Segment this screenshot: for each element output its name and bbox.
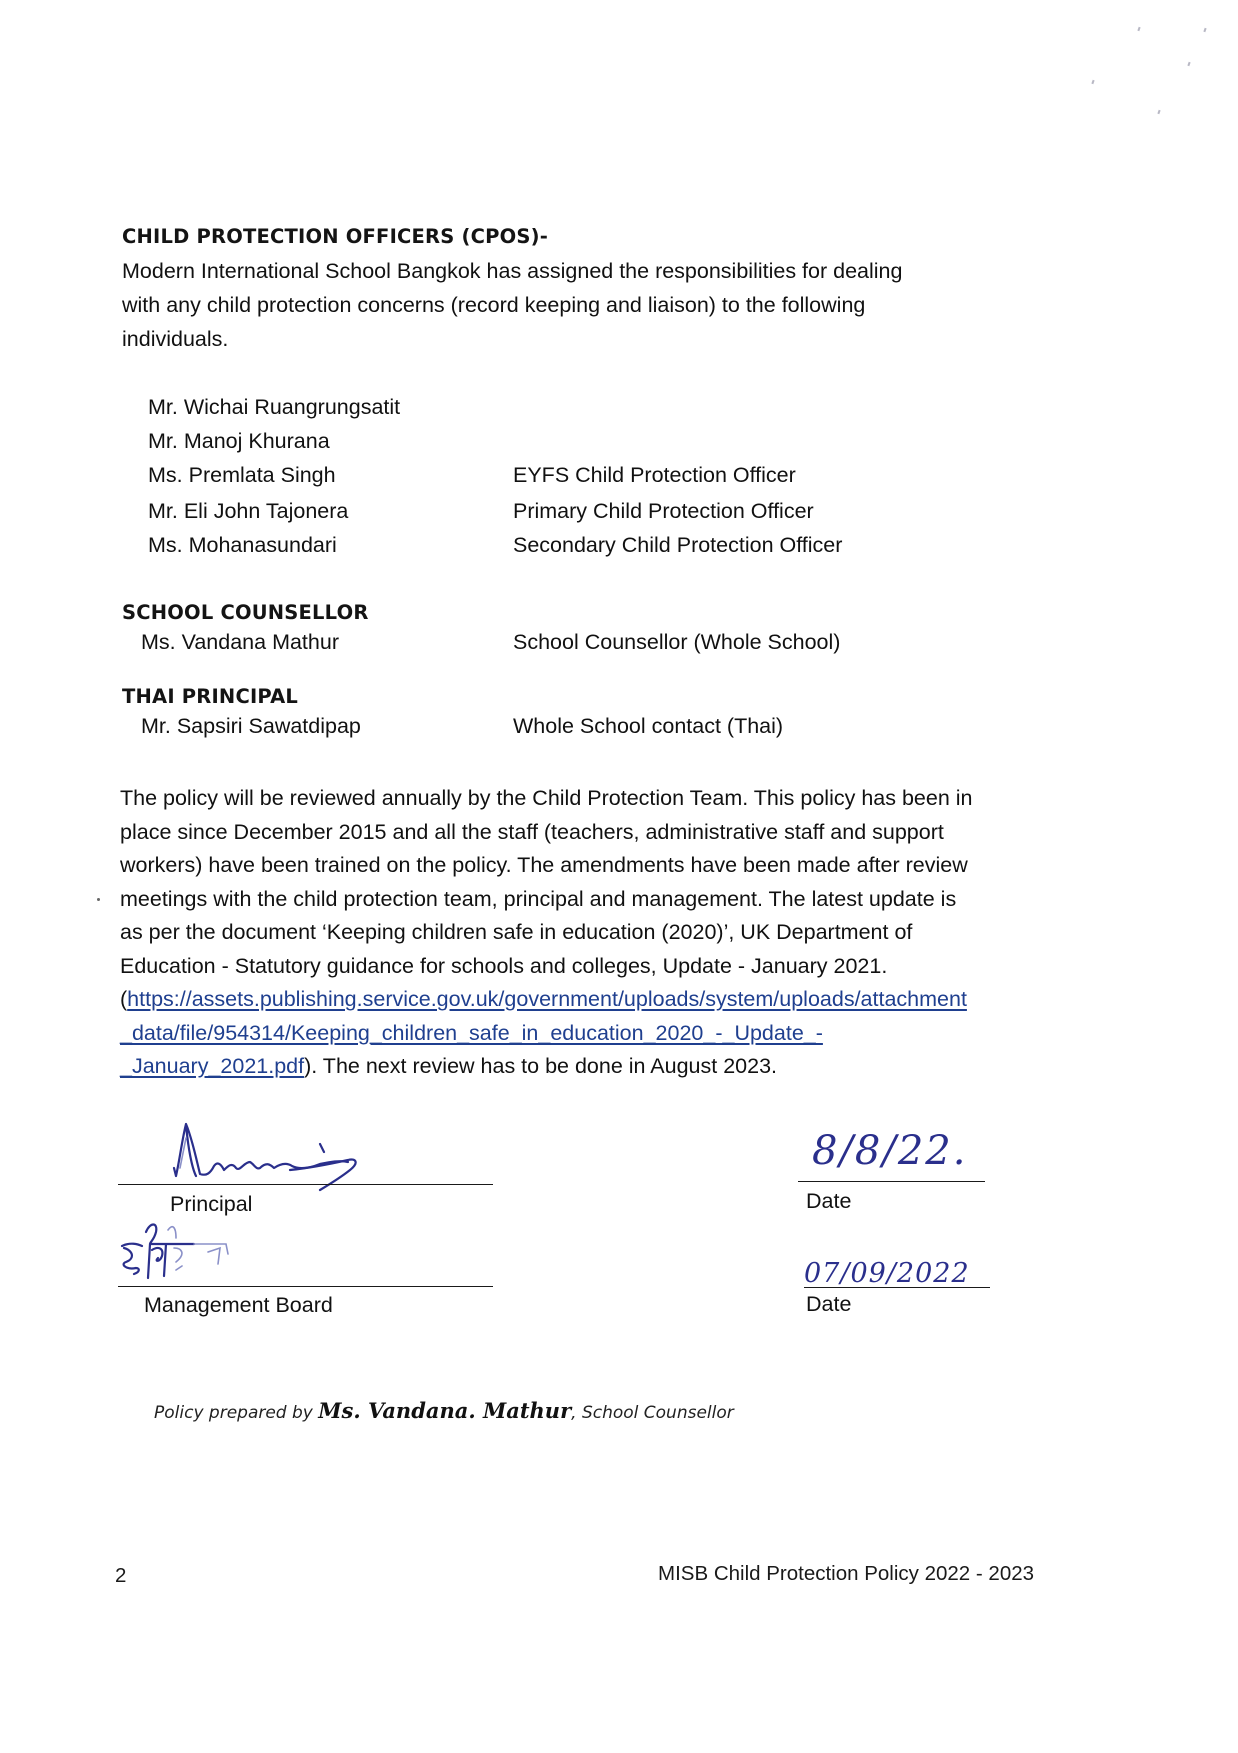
next-review-text: ). The next review has to be done in August 2023.: [304, 1054, 778, 1078]
officer-name: Mr. Wichai Ruangrungsatit: [148, 395, 401, 419]
page-number: 2: [115, 1564, 127, 1587]
review-line: Education - Statutory guidance for schools and colleges, Update - January 2021.: [120, 954, 888, 978]
officer-role: Primary Child Protection Officer: [513, 499, 814, 523]
officer-name: Mr. Eli John Tajonera: [148, 499, 349, 523]
credit-author-name: Ms. Vandana. Mathur: [318, 1398, 572, 1423]
guidance-link-part-3[interactable]: _January_2021.pdf: [120, 1054, 305, 1078]
link-open-paren: (: [120, 987, 128, 1011]
principal-signature-line: [118, 1184, 493, 1185]
policy-credit: [154, 1398, 734, 1423]
review-line: place since December 2015 and all the staff (teachers, administrative staff and support: [120, 820, 944, 844]
margin-dot: [97, 898, 100, 901]
officer-role: Secondary Child Protection Officer: [513, 533, 843, 557]
cpo-intro-line: individuals.: [122, 327, 229, 351]
principal-signature-icon: [170, 1118, 430, 1198]
review-link-line-2: [120, 1017, 823, 1051]
cpo-intro-line: Modern International School Bangkok has assigned the responsibilities for dealing: [122, 259, 903, 283]
credit-prefix: Policy prepared by: [154, 1403, 319, 1423]
credit-suffix: , School Counsellor: [571, 1403, 734, 1423]
management-signature-line: [118, 1286, 493, 1287]
thai-principal-heading: THAI PRINCIPAL: [122, 685, 299, 708]
thai-principal-role: Whole School contact (Thai): [513, 714, 784, 738]
scan-speck: [1091, 80, 1094, 84]
scan-speck: [1157, 110, 1160, 114]
principal-label: Principal: [170, 1192, 253, 1216]
review-link-line-1: [120, 983, 967, 1017]
officer-role: EYFS Child Protection Officer: [513, 463, 796, 487]
management-signature-date: 07/09/2022: [804, 1258, 970, 1289]
review-link-line-3: [120, 1050, 777, 1084]
date-line-2: [804, 1287, 990, 1288]
guidance-link-part-1[interactable]: https://assets.publishing.service.gov.uk/government/uploads/system/uploads/attachment: [127, 987, 967, 1011]
guidance-link-part-2[interactable]: _data/file/954314/Keeping_children_safe_in_education_2020_-_Update_-: [120, 1021, 823, 1045]
cpo-heading: CHILD PROTECTION OFFICERS (CPOS)-: [122, 225, 549, 248]
review-line: as per the document ‘Keeping children safe in education (2020)’, UK Department of: [120, 920, 913, 944]
officer-name: Ms. Mohanasundari: [148, 533, 337, 557]
cpo-intro-line: with any child protection concerns (record keeping and liaison) to the following: [122, 293, 866, 317]
scan-speck: [1203, 28, 1206, 32]
thai-principal-name: Mr. Sapsiri Sawatdipap: [141, 714, 361, 738]
management-signature-icon: [116, 1218, 256, 1282]
review-line: The policy will be reviewed annually by the Child Protection Team. This policy has been in: [120, 786, 973, 810]
principal-signature-date: 8/8/22.: [812, 1128, 968, 1174]
counsellor-heading: SCHOOL COUNSELLOR: [122, 601, 369, 624]
scan-speck: [1187, 62, 1190, 66]
management-board-label: Management Board: [144, 1293, 333, 1317]
officer-name: Mr. Manoj Khurana: [148, 429, 330, 453]
date-label-2: Date: [806, 1292, 852, 1316]
review-line: workers) have been trained on the policy. The amendments have been made after review: [120, 853, 968, 877]
footer-document-title: MISB Child Protection Policy 2022 - 2023: [658, 1562, 1035, 1585]
scan-speck: [1137, 27, 1140, 31]
review-line: meetings with the child protection team, principal and management. The latest update is: [120, 887, 957, 911]
date-label-1: Date: [806, 1189, 852, 1213]
counsellor-role: School Counsellor (Whole School): [513, 630, 841, 654]
counsellor-name: Ms. Vandana Mathur: [141, 630, 339, 654]
date-line-1: [798, 1181, 985, 1182]
officer-name: Ms. Premlata Singh: [148, 463, 336, 487]
